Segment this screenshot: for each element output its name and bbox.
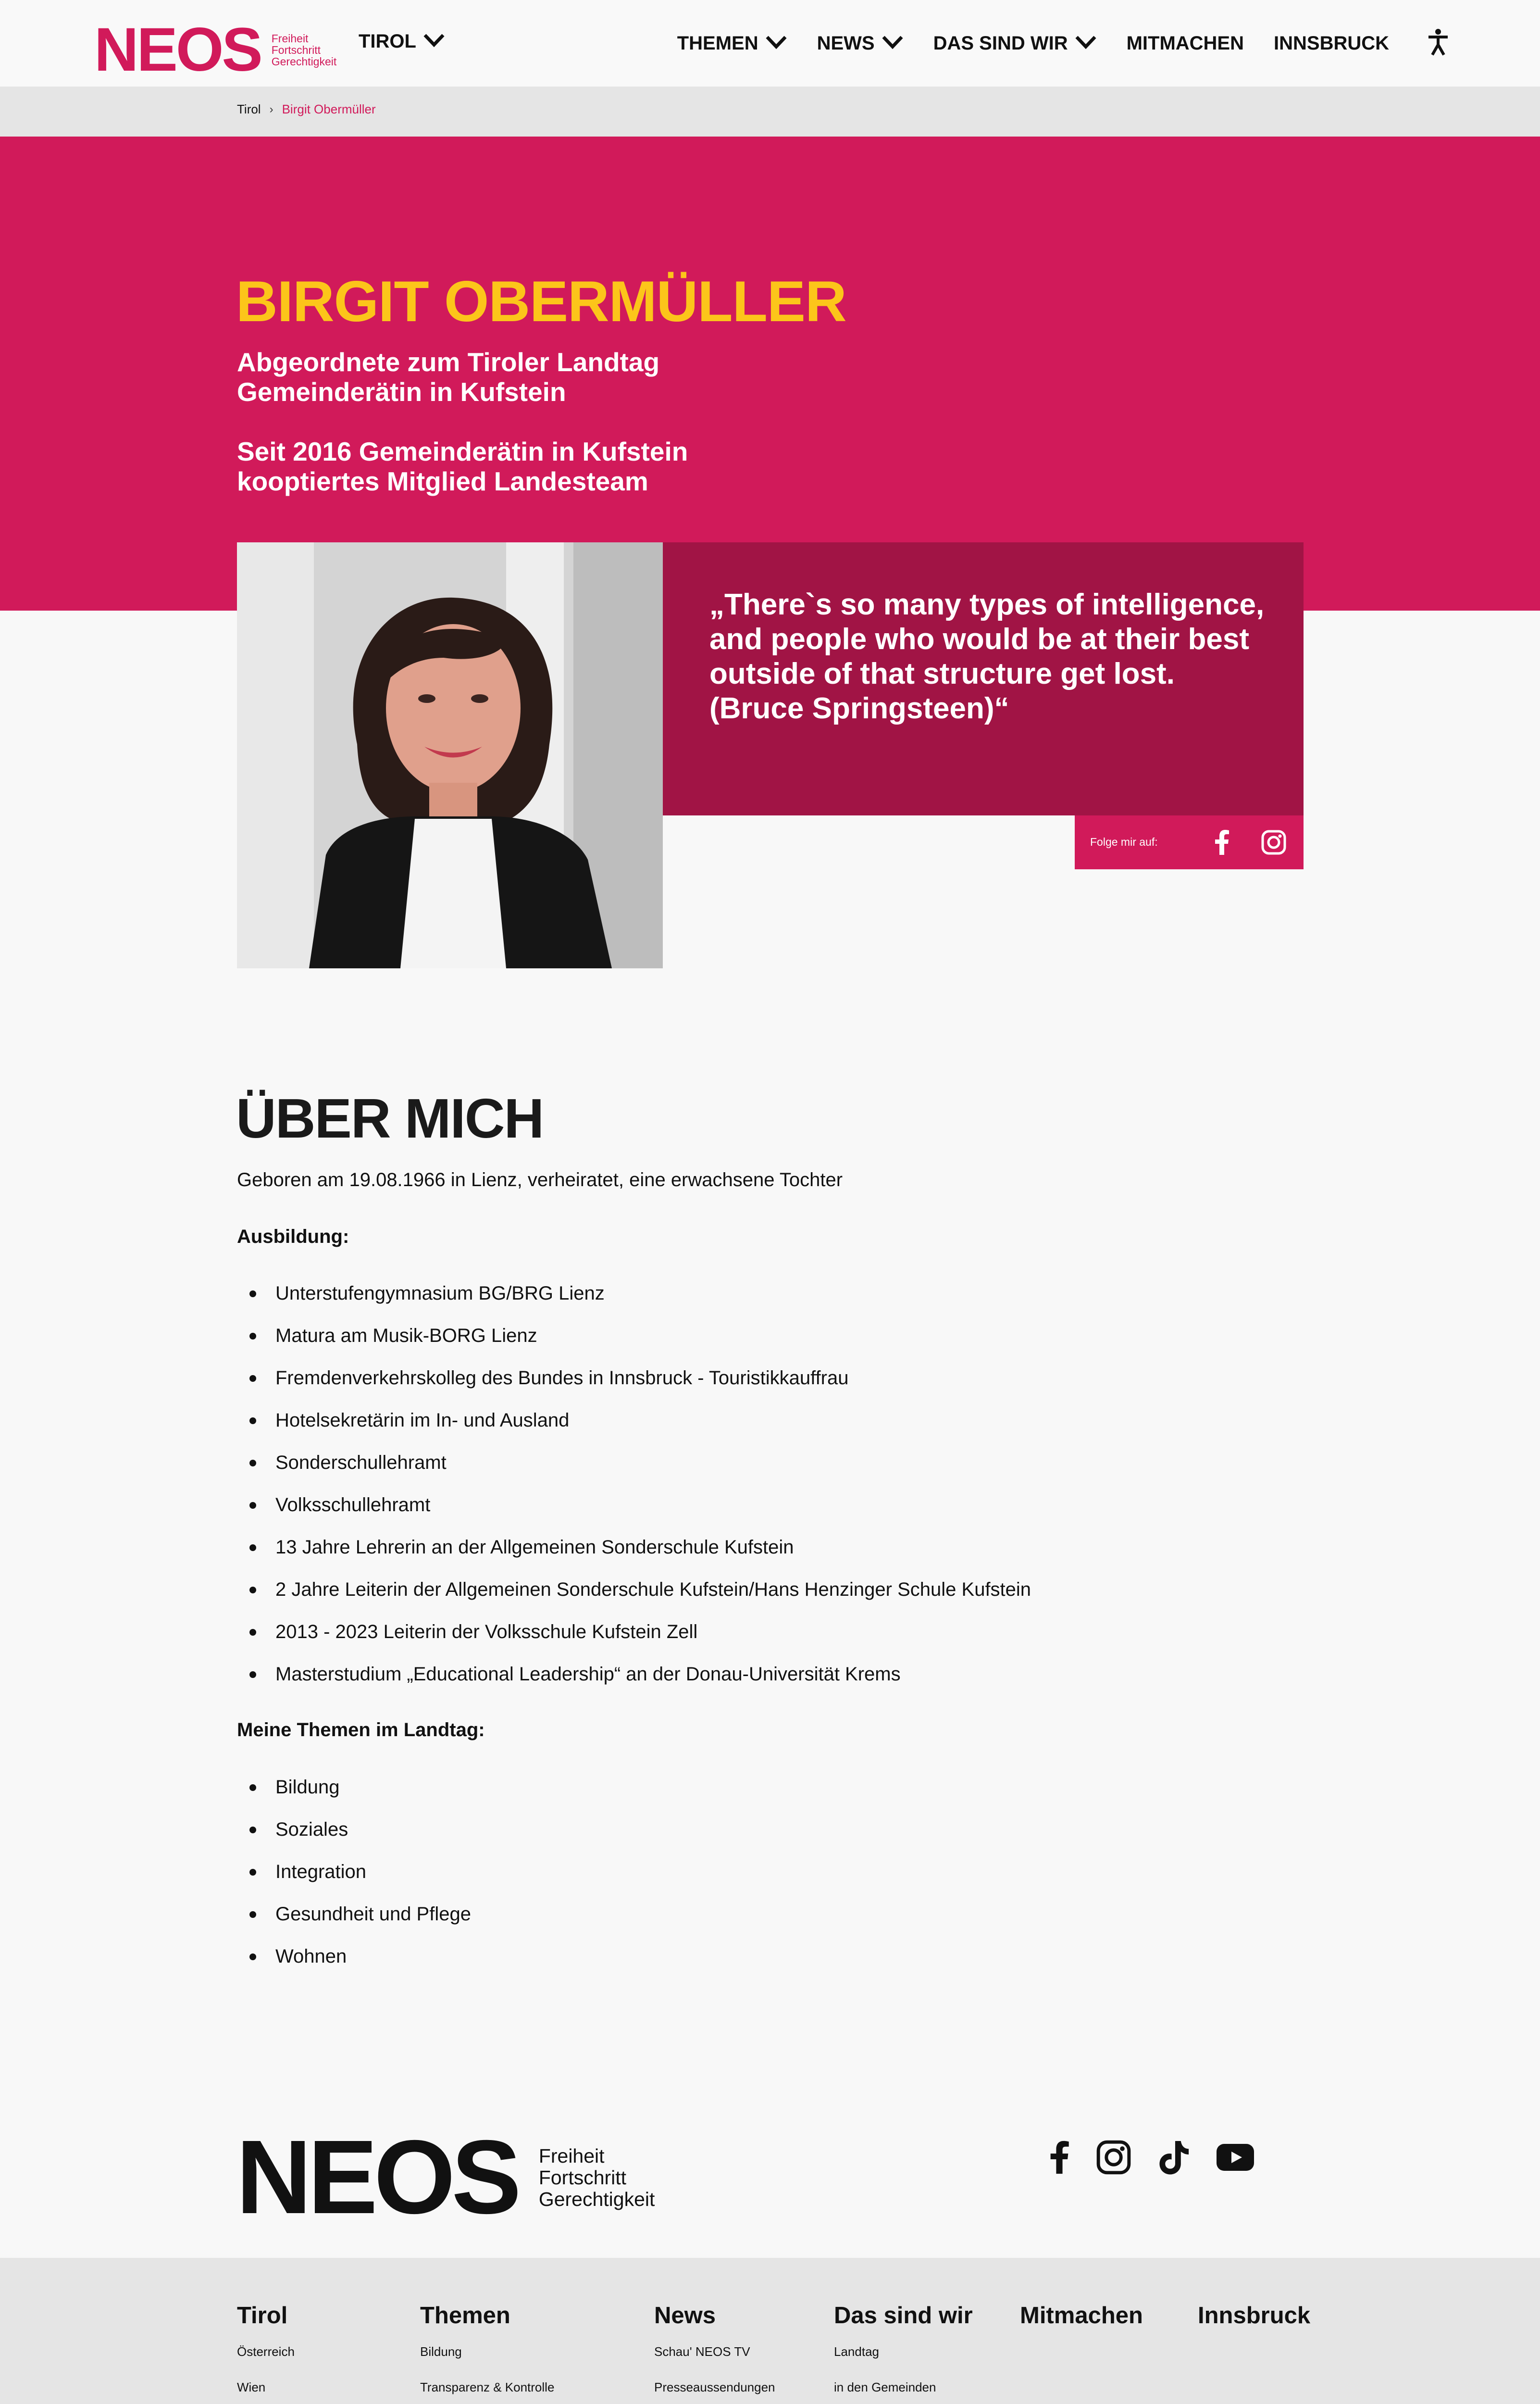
- footer-col-title[interactable]: News: [654, 2303, 716, 2329]
- bullet-icon: [249, 1784, 256, 1791]
- breadcrumb: [237, 102, 376, 117]
- list-item: Matura am Musik-BORG Lienz: [237, 1324, 1031, 1366]
- list-item: 2 Jahre Leiterin der Allgemeinen Sonderschule Kufstein/Hans Henzinger Schule Kufstein: [237, 1578, 1031, 1620]
- nav-news[interactable]: NEWS: [817, 33, 904, 54]
- footer-col-title[interactable]: Das sind wir: [834, 2303, 973, 2329]
- footer-link[interactable]: in den Gemeinden: [834, 2380, 936, 2394]
- hero-role-1: Abgeordnete zum Tiroler Landtag: [237, 347, 660, 377]
- facebook-icon[interactable]: [1049, 2140, 1069, 2177]
- list-item: 13 Jahre Lehrerin an der Allgemeinen Sonderschule Kufstein: [237, 1536, 1031, 1578]
- topics-list: [237, 1776, 471, 1987]
- education-heading: Ausbildung:: [237, 1226, 349, 1247]
- site-header: [0, 0, 1540, 87]
- footer-col-title[interactable]: Tirol: [237, 2303, 288, 2329]
- facebook-icon[interactable]: [1214, 830, 1230, 857]
- list-item: 2013 - 2023 Leiterin der Volksschule Kufstein Zell: [237, 1620, 1031, 1663]
- footer-nav-section: [0, 2258, 1540, 2404]
- footer-col-das-sind-wir: [834, 2301, 973, 2404]
- chevron-down-icon: [423, 31, 445, 52]
- breadcrumb-current[interactable]: Birgit Obermüller: [282, 102, 376, 116]
- main-nav: [677, 29, 1540, 58]
- bullet-icon: [249, 1417, 256, 1424]
- footer-wordmark: NEOS: [236, 2119, 518, 2236]
- nav-innsbruck[interactable]: INNSBRUCK: [1274, 32, 1389, 54]
- instagram-icon[interactable]: [1261, 830, 1286, 857]
- chevron-down-icon: [882, 33, 904, 54]
- footer-col-tirol: [237, 2301, 364, 2404]
- bullet-icon: [249, 1911, 256, 1918]
- footer-link[interactable]: Schau' NEOS TV: [654, 2344, 750, 2359]
- bullet-icon: [249, 1869, 256, 1876]
- bullet-icon: [249, 1827, 256, 1833]
- list-item: Integration: [237, 1860, 471, 1903]
- list-item: Hotelsekretärin im In- und Ausland: [237, 1409, 1031, 1451]
- bullet-icon: [249, 1629, 256, 1636]
- bullet-icon: [249, 1460, 256, 1466]
- topics-heading: Meine Themen im Landtag:: [237, 1719, 485, 1740]
- footer-col-mitmachen: [1020, 2301, 1143, 2345]
- about-intro: Geboren am 19.08.1966 in Lienz, verheiratet, eine erwachsene Tochter: [237, 1169, 843, 1190]
- hero-role-2: Gemeinderätin in Kufstein: [237, 377, 566, 407]
- bullet-icon: [249, 1544, 256, 1551]
- follow-label: Folge mir auf:: [1090, 836, 1158, 848]
- footer-link[interactable]: Landtag: [834, 2344, 879, 2359]
- accessibility-icon[interactable]: [1428, 29, 1449, 58]
- footer-link[interactable]: Transparenz & Kontrolle: [420, 2380, 555, 2394]
- footer-link[interactable]: Österreich: [237, 2344, 295, 2359]
- bullet-icon: [249, 1290, 256, 1297]
- profile-photo: [237, 542, 663, 968]
- list-item: Bildung: [237, 1776, 471, 1818]
- footer-social-links: [1049, 2140, 1281, 2178]
- footer-col-title[interactable]: Mitmachen: [1020, 2303, 1143, 2329]
- list-item: Gesundheit und Pflege: [237, 1903, 471, 1945]
- footer-link[interactable]: Wien: [237, 2380, 266, 2394]
- page-title: BIRGIT OBERMÜLLER: [236, 269, 846, 334]
- list-item: Volksschullehramt: [237, 1493, 1031, 1536]
- footer-link[interactable]: Presseaussendungen: [654, 2380, 775, 2394]
- footer-logo[interactable]: [236, 2119, 655, 2236]
- breadcrumb-bar: [0, 87, 1540, 137]
- footer-col-title[interactable]: Innsbruck: [1198, 2303, 1311, 2329]
- chevron-down-icon: [765, 33, 787, 54]
- footer-col-title[interactable]: Themen: [420, 2303, 510, 2329]
- bullet-icon: [249, 1502, 256, 1509]
- neos-logo[interactable]: [94, 15, 337, 84]
- footer-tagline: Freiheit Fortschritt Gerechtigkeit: [538, 2144, 655, 2210]
- bullet-icon: [249, 1587, 256, 1593]
- youtube-icon[interactable]: [1217, 2143, 1254, 2174]
- social-follow-box: [1075, 815, 1304, 869]
- logo-tagline: Freiheit Fortschritt Gerechtigkeit: [271, 32, 337, 68]
- nav-das-sind-wir[interactable]: DAS SIND WIR: [933, 33, 1097, 54]
- footer-col-themen: [420, 2301, 595, 2404]
- footer-col-news: [654, 2301, 775, 2404]
- bullet-icon: [249, 1333, 256, 1340]
- chevron-right-icon: ›: [269, 102, 273, 116]
- list-item: Soziales: [237, 1818, 471, 1860]
- region-label: TIROL: [359, 31, 416, 52]
- quote-box: [663, 542, 1304, 815]
- footer-col-innsbruck: [1198, 2301, 1310, 2345]
- list-item: Masterstudium „Educational Leadership“ an der Donau-Universität Krems: [237, 1663, 1031, 1705]
- bullet-icon: [249, 1375, 256, 1382]
- nav-mitmachen[interactable]: MITMACHEN: [1126, 32, 1244, 54]
- hero-detail-2: kooptiertes Mitglied Landesteam: [237, 466, 648, 496]
- list-item: Unterstufengymnasium BG/BRG Lienz: [237, 1282, 1031, 1324]
- hero-section: [0, 137, 1540, 611]
- breadcrumb-home[interactable]: Tirol: [237, 102, 261, 116]
- hero-detail-1: Seit 2016 Gemeinderätin in Kufstein: [237, 437, 688, 466]
- nav-themen[interactable]: THEMEN: [677, 33, 787, 54]
- bullet-icon: [249, 1671, 256, 1678]
- list-item: Wohnen: [237, 1945, 471, 1987]
- region-selector[interactable]: [359, 31, 445, 52]
- instagram-icon[interactable]: [1096, 2140, 1131, 2177]
- about-title: ÜBER MICH: [236, 1087, 544, 1150]
- list-item: Fremdenverkehrskolleg des Bundes in Innsbruck - Touristikkauffrau: [237, 1366, 1031, 1409]
- bullet-icon: [249, 1953, 256, 1960]
- chevron-down-icon: [1075, 33, 1097, 54]
- education-list: [237, 1282, 1031, 1705]
- logo-wordmark: NEOS: [94, 15, 261, 84]
- quote-text: „There`s so many types of intelligence, and people who would be at their best outside of that structure get lost. (Bruce Springsteen)“: [709, 588, 1265, 725]
- list-item: Sonderschullehramt: [237, 1451, 1031, 1493]
- footer-link[interactable]: Bildung: [420, 2344, 462, 2359]
- tiktok-icon[interactable]: [1158, 2140, 1190, 2178]
